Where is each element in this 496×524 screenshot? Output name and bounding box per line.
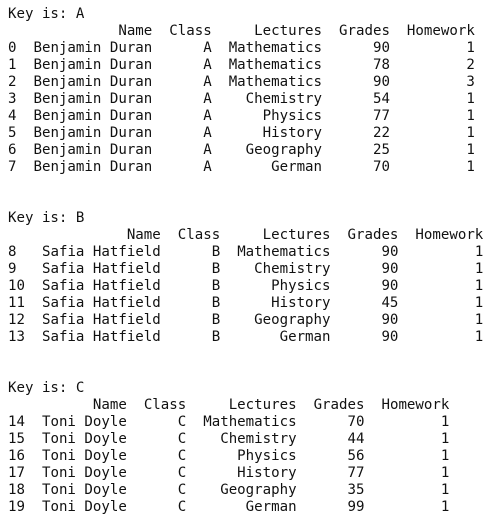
table-cell: 1 [466,108,475,124]
table-cell: 35 [347,482,365,498]
table-cell: Benjamin Duran [33,57,153,73]
table-cell: A [203,159,212,175]
row-index: 0 [8,40,17,56]
table-cell: Mathematics [228,40,323,56]
table-cell: 1 [474,278,484,294]
row-index: 15 [8,431,25,447]
table-cell: 1 [440,482,450,498]
row-index: 18 [8,482,25,498]
table-cell: Safia Hatfield [41,295,161,311]
row-index: 8 [8,244,17,260]
column-header: Grades [313,397,365,413]
table-cell: 1 [474,261,484,277]
table-cell: 90 [381,312,399,328]
table-row [8,329,483,345]
table-cell: A [203,74,212,90]
column-header: Name [126,227,161,243]
table-row [8,261,483,277]
table-cell: B [211,312,221,328]
table-cell: Benjamin Duran [33,142,153,158]
row-index: 17 [8,465,25,481]
table-cell: 77 [347,465,365,481]
table-cell: 22 [372,125,390,141]
table-row [8,482,449,498]
row-index: 4 [8,108,17,124]
table-cell: 1 [440,499,450,515]
table-cell: 1 [466,125,475,141]
column-header: Class [177,227,221,243]
table-cell: Toni Doyle [41,431,127,447]
table-cell: C [177,465,187,481]
table-cell: Toni Doyle [41,499,127,515]
column-header: Lectures [262,227,331,243]
table-cell: 90 [372,74,390,90]
row-index: 13 [8,329,25,345]
table-cell: Mathematics [237,244,331,260]
column-header: Homework [415,227,484,243]
table-cell: Benjamin Duran [33,40,153,56]
table-cell: B [211,278,221,294]
row-index: 1 [8,57,17,73]
table-cell: A [203,142,212,158]
table-cell: Geography [254,312,331,328]
table-cell: Toni Doyle [41,448,127,464]
table-cell: 1 [466,40,475,56]
table-cell: Safia Hatfield [41,261,161,277]
table-cell: Mathematics [203,414,297,430]
table-cell: German [271,159,323,175]
table-row [8,465,449,481]
table-cell: Safia Hatfield [41,278,161,294]
table-cell: C [177,431,187,447]
table-cell: Chemistry [245,91,323,107]
table-cell: A [203,125,212,141]
table-cell: 54 [372,91,390,107]
table-cell: 45 [381,295,399,311]
table-cell: History [237,465,297,481]
row-index: 12 [8,312,25,328]
table-cell: Safia Hatfield [41,329,161,345]
table-cell: History [271,295,331,311]
table-cell: German [279,329,331,345]
table-cell: 1 [474,244,484,260]
table-cell: Chemistry [220,431,297,447]
table-cell: Mathematics [228,57,323,73]
table-cell: 1 [440,448,450,464]
table-row [8,295,483,311]
table-cell: Physics [271,278,331,294]
table-cell: Physics [262,108,323,124]
table-cell: 3 [466,74,475,90]
table-cell: History [262,125,323,141]
table-cell: Physics [237,448,297,464]
table-row [8,312,483,328]
column-header: Lectures [228,397,297,413]
row-index: 19 [8,499,25,515]
group-key-label: Key is: B [8,210,85,226]
table-cell: 90 [381,244,399,260]
table-cell: B [211,329,221,345]
row-index: 5 [8,125,17,141]
table-cell: 56 [347,448,365,464]
table-cell: 1 [474,312,484,328]
table-cell: C [177,499,187,515]
table-cell: 90 [381,261,399,277]
row-index: 11 [8,295,25,311]
table-row [8,57,475,73]
table-cell: 44 [347,431,365,447]
table-cell: Benjamin Duran [33,125,153,141]
table-cell: 1 [474,329,484,345]
column-header: Lectures [254,23,323,39]
table-cell: Geography [220,482,297,498]
table-row [8,499,449,515]
table-cell: 1 [474,295,484,311]
table-cell: Safia Hatfield [41,244,161,260]
table-cell: A [203,108,212,124]
table-cell: 78 [372,57,390,73]
column-header: Class [143,397,187,413]
table-cell: Geography [245,142,323,158]
table-row [8,278,483,294]
table-row [8,431,449,447]
table-row [8,142,475,158]
table-row [8,159,475,175]
table-cell: Toni Doyle [41,482,127,498]
table-cell: Benjamin Duran [33,74,153,90]
group-key-label: Key is: A [8,6,85,22]
column-header: Grades [347,227,399,243]
table-row [8,40,475,56]
table-cell: Toni Doyle [41,414,127,430]
table-cell: 70 [347,414,365,430]
row-index: 2 [8,74,17,90]
table-cell: A [203,91,212,107]
table-cell: 99 [347,499,365,515]
table-cell: 1 [440,414,450,430]
row-index: 14 [8,414,25,430]
table-cell: A [203,57,212,73]
table-cell: C [177,482,187,498]
table-cell: B [211,244,221,260]
column-header: Name [92,397,127,413]
table-cell: Chemistry [254,261,331,277]
table-cell: German [245,499,297,515]
group-key-label: Key is: C [8,380,85,396]
table-cell: 90 [381,278,399,294]
table-cell: 25 [372,142,390,158]
column-header: Homework [381,397,450,413]
table-cell: 70 [372,159,390,175]
table-cell: 1 [466,142,475,158]
column-header: Homework [406,23,475,39]
table-cell: 1 [466,91,475,107]
table-cell: B [211,295,221,311]
table-row [8,125,475,141]
table-cell: Toni Doyle [41,465,127,481]
row-index: 7 [8,159,17,175]
table-row [8,448,449,464]
table-cell: Benjamin Duran [33,91,153,107]
console-output [8,6,483,516]
table-cell: Benjamin Duran [33,159,153,175]
table-cell: 2 [466,57,475,73]
table-cell: C [177,448,187,464]
table-row [8,108,475,124]
table-cell: B [211,261,221,277]
row-index: 10 [8,278,25,294]
column-header: Class [169,23,212,39]
table-cell: Safia Hatfield [41,312,161,328]
table-cell: 90 [372,40,390,56]
row-index: 16 [8,448,25,464]
table-row [8,244,483,260]
table-cell: 90 [381,329,399,345]
table-cell: 1 [466,159,475,175]
table-cell: C [177,414,187,430]
row-index: 3 [8,91,17,107]
table-row [8,74,475,90]
column-header: Name [118,23,153,39]
row-index: 6 [8,142,17,158]
table-row [8,91,475,107]
table-cell: 1 [440,431,450,447]
table-cell: 77 [372,108,390,124]
row-index: 9 [8,261,17,277]
column-header: Grades [339,23,390,39]
table-row [8,414,449,430]
table-cell: Benjamin Duran [33,108,153,124]
table-cell: 1 [440,465,450,481]
table-cell: Mathematics [228,74,323,90]
table-cell: A [203,40,212,56]
